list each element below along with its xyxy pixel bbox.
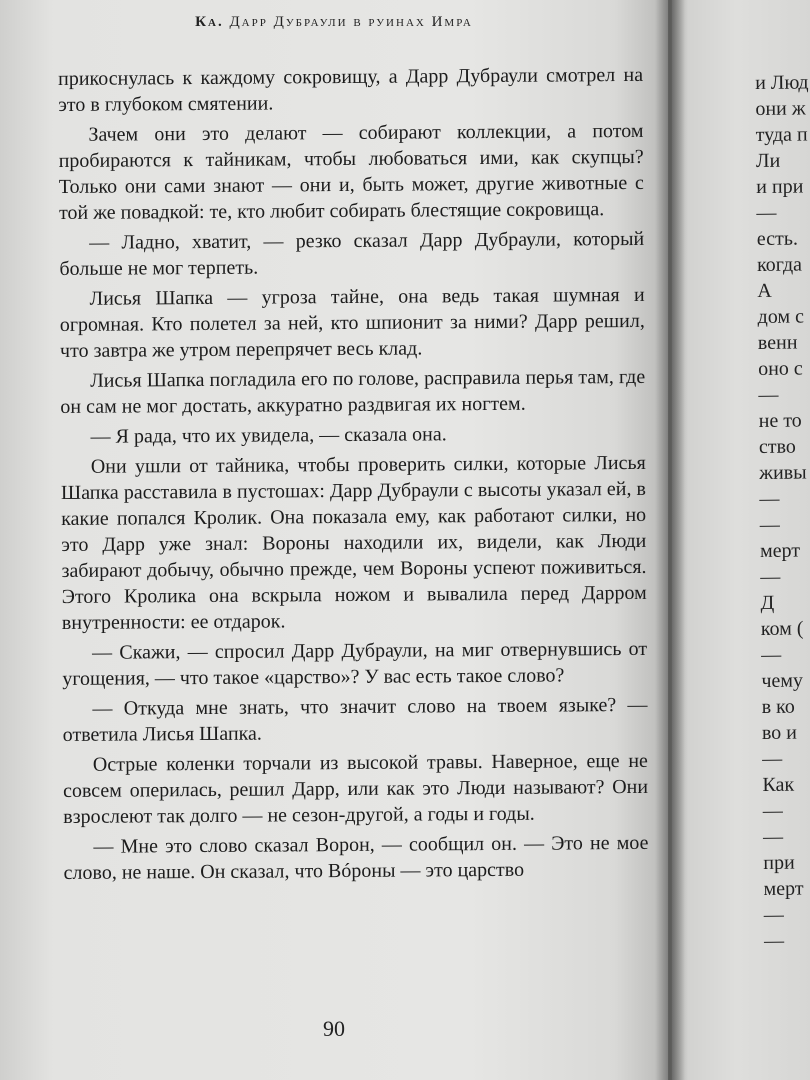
right-page-line-fragment: ком ( (760, 617, 804, 640)
page-number: 90 (323, 1016, 345, 1041)
paragraph: — Откуда мне знать, что значит слово на твоем языке? — ответила Лисья Шапка. (62, 693, 648, 746)
paragraph: — Я рада, что их увидела, — сказала она. (90, 423, 447, 448)
right-page-line-fragment: венн (757, 331, 798, 354)
right-page-line-fragment: оно с (758, 357, 803, 380)
right-page-line-fragment: и при (756, 175, 804, 198)
paragraph: — Мне это слово сказал Ворон, — сообщил он. — Это не мое слово, не наше. Он сказал, что Вóроны — это царство (63, 831, 649, 884)
running-head (0, 14, 668, 31)
right-page-line-fragment: есть. (756, 227, 799, 250)
right-page-line-fragment: Ли (755, 149, 781, 172)
right-page-line-fragment: ство (758, 435, 796, 458)
right-page-line-fragment: — (762, 747, 783, 770)
paragraph: Острые коленки торчали из высокой травы. Наверное, еще не совсем оперилась, решил Дарр, или как это Люди называют? Они взрослеют так долго — не сезон-другой, а годы и годы. (62, 749, 649, 828)
right-page-line-fragment: мерт (759, 539, 801, 562)
right-page-line-fragment: — (758, 383, 779, 406)
right-page-line-fragment: мерт (763, 877, 804, 900)
right-page-line-fragment: дом с (757, 305, 805, 328)
right-page-text-fragments (755, 69, 810, 954)
running-head-title: Дарр Дубраули в руинах Имра (229, 14, 473, 30)
paragraph: прикоснулась к каждому сокровищу, а Дарр Дубраули смотрел на это в глубоком смятении. (58, 63, 644, 116)
right-page-line-fragment: и Люд (755, 71, 809, 94)
right-page-line-fragment: — (762, 825, 784, 848)
right-page-line-fragment: — (756, 201, 777, 224)
right-page-line-fragment: не то (758, 409, 802, 432)
right-page-line-fragment: чему (761, 669, 804, 692)
paragraph: Лисья Шапка погладила его по голове, расправила перья там, где он сам не мог достать, аккуратно раздвигая их ногтем. (60, 365, 646, 418)
right-page-line-fragment: туда п (755, 123, 808, 146)
paragraph: — Скажи, — спросил Дарр Дубраули, на миг отвернувшись от угощения, — что такое «царство»? У вас есть такое слово? (62, 637, 648, 690)
right-page-line-fragment: — (764, 929, 785, 952)
paragraph: — Ладно, хватит, — резко сказал Дарр Дубраули, который больше не мог терпеть. (59, 227, 645, 280)
page-body-text (58, 62, 649, 890)
paragraph: Они ушли от тайника, чтобы проверить силки, которые Лисья Шапка расставила в пустошах: Дарр Дубраули с высоты указал ей, в какие попался Кролик. Она показала ему, как работают силки, но это Дарр уже знал: Вороны находили их, видели, как Люди забирают добычу, обычно прежде, чем Вороны успеют поживиться. Этого Кролика она вскрыла ножом и вывалила перед Дарром внутренности: ее отдарок. (60, 451, 647, 634)
right-page-line-fragment: при (763, 851, 795, 874)
right-page-line-fragment: — (763, 903, 784, 926)
paragraph: Лисья Шапка — угроза тайне, она ведь такая шумная и огромная. Кто полетел за ней, кто шпионит за ними? Дарр решил, что завтра же утром перепрячет весь клад. (59, 283, 645, 362)
right-page-line-fragment: когда (756, 253, 803, 276)
right-page-line-fragment: Д (760, 591, 775, 614)
right-page-line-fragment: Как (762, 773, 795, 796)
right-page-line-fragment: — (759, 487, 780, 510)
right-page-line-fragment: в ко (761, 695, 795, 718)
book-gutter-shadow (655, 0, 685, 1080)
running-head-author: Ка. (195, 14, 224, 30)
right-page-line-fragment: живы (759, 461, 807, 484)
paragraph: Зачем они это делают — собирают коллекции, а потом пробираются к тайникам, чтобы любоваться ими, как скупцы? Только они сами знают — они и, быть может, другие животные с той же повадкой: те, кто любит собирать блестящие сокровища. (58, 119, 644, 224)
right-page-line-fragment: — (761, 643, 782, 666)
right-page-line-fragment: — (762, 799, 783, 822)
right-page-line-fragment: они ж (755, 97, 806, 120)
right-page-line-fragment: во и (761, 721, 798, 744)
right-page-line-fragment: А (757, 279, 772, 302)
right-page-line-fragment: — (760, 565, 781, 588)
right-page-line-fragment: — (759, 513, 780, 536)
